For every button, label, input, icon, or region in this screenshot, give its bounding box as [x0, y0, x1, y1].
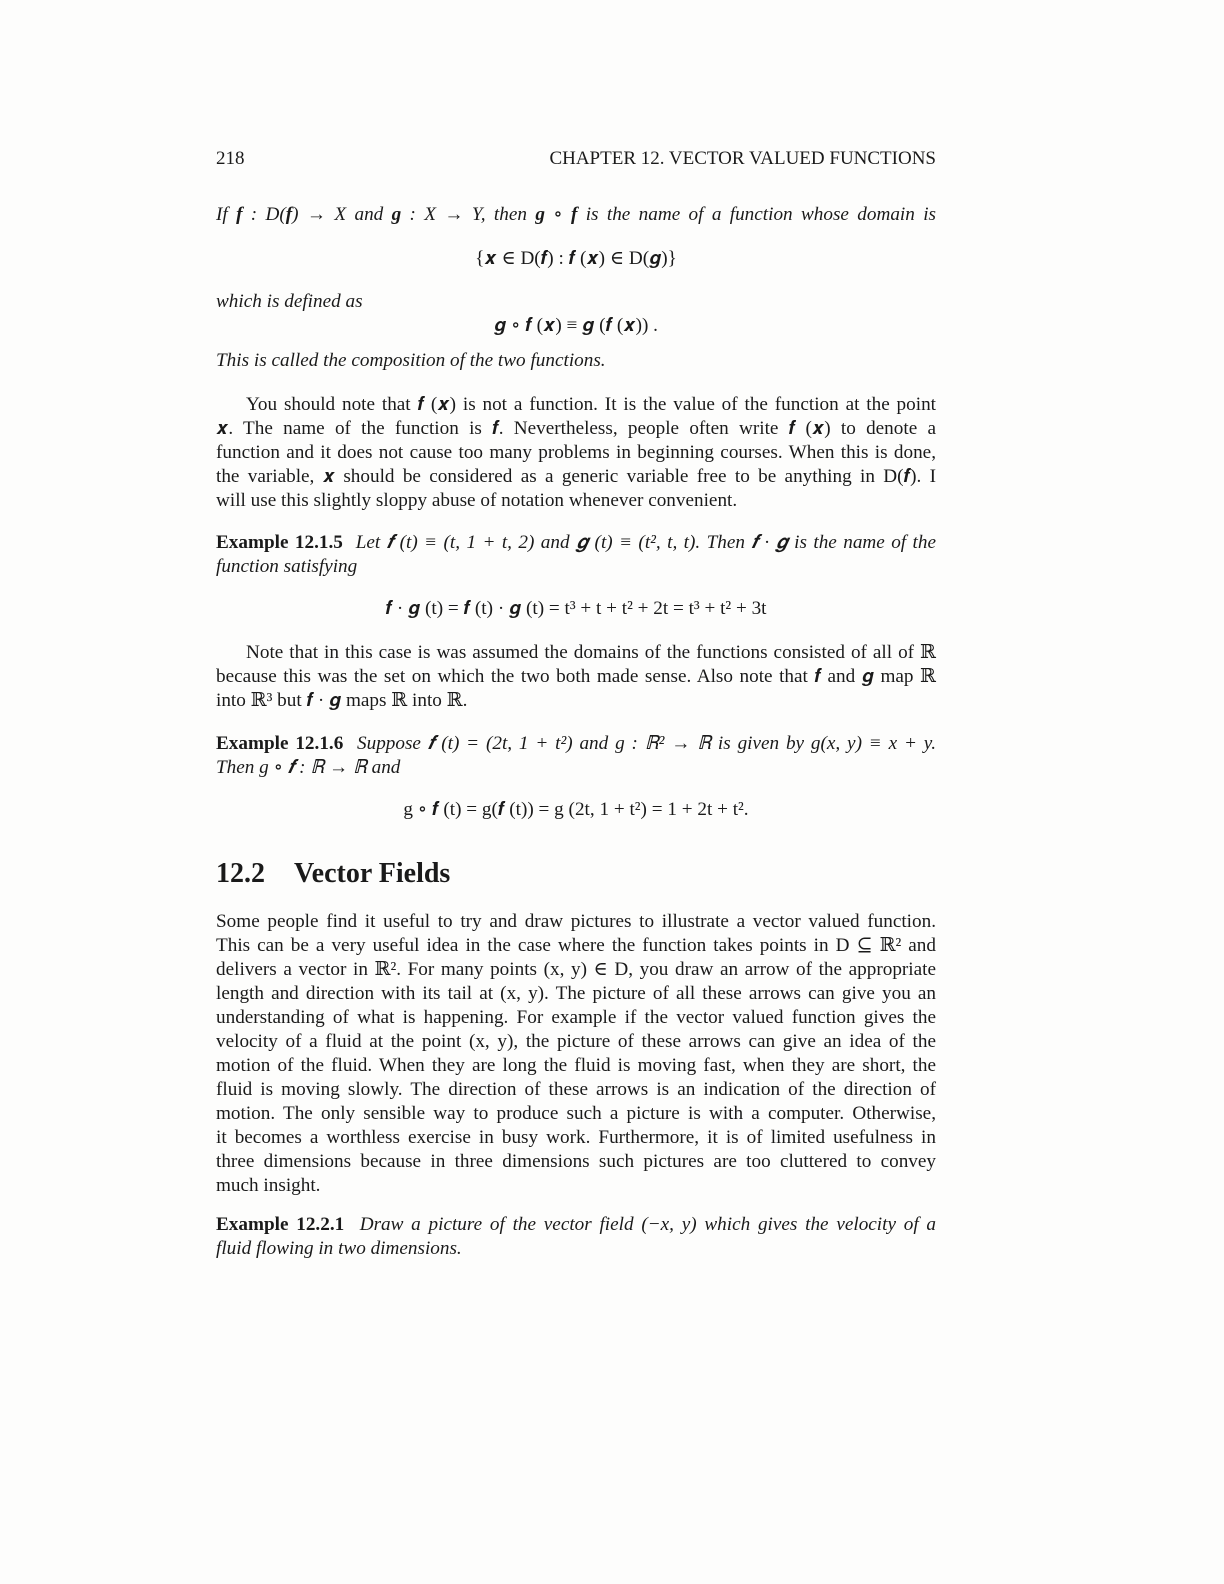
- section-number: 12.2: [216, 858, 265, 889]
- paragraph-line: This can be a very useful idea in the case where the function takes points in D ⊆ ℝ² and: [216, 935, 936, 956]
- example-12-1-5: [216, 531, 936, 579]
- paragraph-line: three dimensions because in three dimensions such pictures are too cluttered to convey: [216, 1151, 936, 1172]
- text-run: f: [236, 204, 243, 225]
- example-12-1-6: [216, 732, 936, 780]
- paragraph-line: motion. The only sensible way to produce such a picture is with a computer. Otherwise,: [216, 1103, 936, 1124]
- paragraph-line: motion of the fluid. When they are long the fluid is moving fast, when they are short, the: [216, 1055, 936, 1076]
- paragraph-line: delivers a vector in ℝ². For many points (x, y) ∈ D, you draw an arrow of the appropriate: [216, 959, 936, 980]
- example-label: Example 12.1.5: [216, 532, 343, 553]
- section-heading: [216, 858, 936, 890]
- paragraph-line: fluid is moving slowly. The direction of these arrows is an indication of the direction of: [216, 1079, 936, 1100]
- paragraph-line: into ℝ³ but 𝒇 · 𝒈 maps ℝ into ℝ.: [216, 690, 468, 711]
- paragraph-line: the variable, 𝒙 should be considered as a generic variable free to be anything in D(𝒇). I: [216, 466, 936, 487]
- paragraph-line: much insight.: [216, 1175, 321, 1196]
- text-run: g: [535, 204, 545, 225]
- paragraph-line: 𝒙. The name of the function is 𝒇. Nevertheless, people often write 𝒇 (𝒙) to denote a: [216, 418, 936, 439]
- example-text: fluid flowing in two dimensions.: [216, 1238, 462, 1259]
- section-title: Vector Fields: [294, 858, 451, 889]
- running-header: [216, 148, 936, 170]
- example-12-1-6-formula: g ∘ 𝒇 (t) = g(𝒇 (t)) = g (2t, 1 + t²) = 1 + 2t + t².: [403, 799, 749, 820]
- example-text: Suppose 𝒇 (t) = (2t, 1 + t²) and g : ℝ² → ℝ is given by g(x, y) ≡ x + y.: [357, 733, 936, 754]
- text-run: f: [285, 204, 293, 225]
- text-run: f: [571, 204, 578, 225]
- definition-line-2: which is defined as: [216, 291, 363, 312]
- definition-line-1: [216, 203, 936, 227]
- text-run: ) → X and: [292, 204, 392, 225]
- note-paragraph: [216, 393, 936, 513]
- paragraph-line: Some people find it useful to try and draw pictures to illustrate a vector valued function.: [216, 911, 936, 932]
- paragraph-line: You should note that 𝒇 (𝒙) is not a function. It is the value of the function at the point: [246, 394, 936, 415]
- example-text: Draw a picture of the vector field (−x, y) which gives the velocity of a: [359, 1214, 936, 1235]
- paragraph-line: it becomes a worthless exercise in busy work. Furthermore, it is of limited usefulness in: [216, 1127, 936, 1148]
- page-number: 218: [216, 148, 245, 169]
- example-text: Let 𝒇 (t) ≡ (t, 1 + t, 2) and 𝒈 (t) ≡ (t², t, t). Then 𝒇 · 𝒈 is the name of the: [355, 532, 936, 553]
- example-12-2-1: [216, 1213, 936, 1261]
- example-label: Example 12.1.6: [216, 733, 344, 754]
- paragraph-line: will use this slightly sloppy abuse of notation whenever convenient.: [216, 490, 738, 511]
- paragraph-line: because this was the set on which the two both made sense. Also note that 𝒇 and 𝒈 map ℝ: [216, 666, 936, 687]
- paragraph-line: length and direction with its tail at (x, y). The picture of all these arrows can give you an: [216, 983, 936, 1004]
- example-text: function satisfying: [216, 556, 358, 577]
- text-run: : X → Y, then: [401, 204, 536, 225]
- paragraph-line: velocity of a fluid at the point (x, y), the picture of these arrows can give an idea of the: [216, 1031, 936, 1052]
- text-run: If: [216, 204, 237, 225]
- paragraph-line: Note that in this case is was assumed the domains of the functions consisted of all of ℝ: [246, 642, 936, 663]
- example-label: Example 12.2.1: [216, 1214, 345, 1235]
- definition-line-3: This is called the composition of the two functions.: [216, 350, 606, 371]
- domain-set-formula: {𝒙 ∈ D(𝒇) : 𝒇 (𝒙) ∈ D(𝒈)}: [475, 248, 677, 269]
- text-run: : D(: [242, 204, 286, 225]
- example-text: Then g ∘ 𝒇 : ℝ → ℝ and: [216, 757, 401, 778]
- text-run: g: [391, 204, 402, 225]
- paragraph-line: function and it does not cause too many problems in beginning courses. When this is done,: [216, 442, 936, 463]
- text-run: is the name of a function whose domain is: [577, 204, 936, 225]
- paragraph-line: understanding of what is happening. For example if the vector valued function gives the: [216, 1007, 936, 1028]
- note-paragraph-2: [216, 641, 936, 713]
- example-12-1-5-formula: 𝒇 · 𝒈 (t) = 𝒇 (t) · 𝒈 (t) = t³ + t + t² + 2t = t³ + t² + 3t: [385, 598, 767, 619]
- composition-formula: 𝒈 ∘ 𝒇 (𝒙) ≡ 𝒈 (𝒇 (𝒙)) .: [494, 315, 658, 336]
- text-run: ∘: [544, 204, 571, 225]
- section-paragraph: [216, 910, 936, 1198]
- running-title: CHAPTER 12. VECTOR VALUED FUNCTIONS: [549, 148, 936, 169]
